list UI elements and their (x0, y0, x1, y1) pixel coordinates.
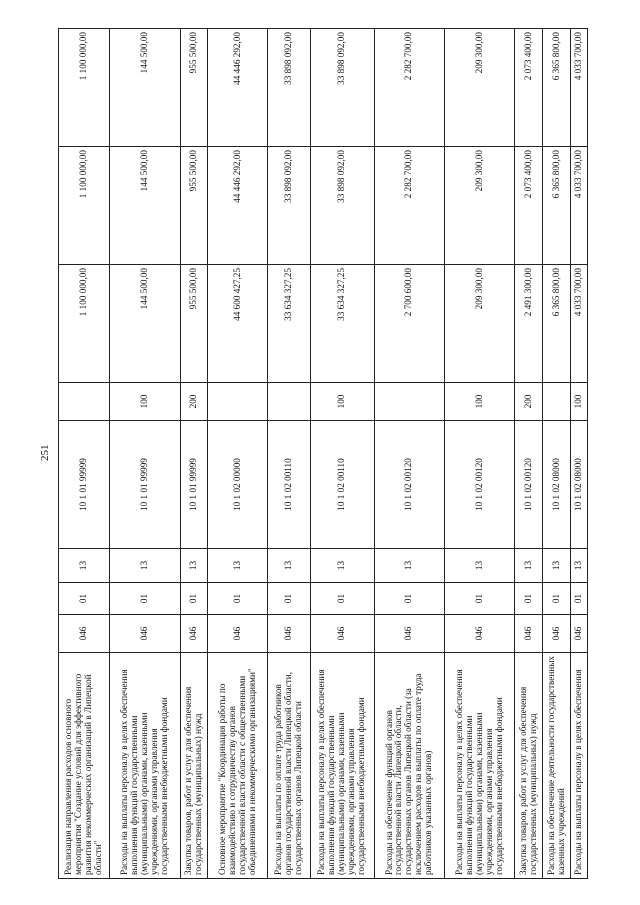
amount-year-2: 1 100 000,00 (59, 147, 110, 265)
section-code: 01 (59, 583, 110, 615)
subsection-code: 13 (59, 549, 110, 583)
table-row (59, 29, 110, 879)
row-description: Закупка товаров, работ и услуг для обеспечения государственных (муниципальных) нужд (180, 653, 208, 879)
amount-year-1: 955 500,00 (180, 265, 208, 383)
budget-table (58, 28, 588, 879)
subsection-code: 13 (208, 549, 268, 583)
table-row (445, 29, 515, 879)
amount-year-3: 33 898 092,00 (268, 29, 311, 147)
table-row (180, 29, 208, 879)
amount-year-3: 209 300,00 (445, 29, 515, 147)
subsection-code: 13 (110, 549, 180, 583)
section-code: 01 (180, 583, 208, 615)
admin-code: 046 (208, 615, 268, 653)
amount-year-2: 33 898 092,00 (310, 147, 374, 265)
section-code: 01 (208, 583, 268, 615)
amount-year-2: 955 500,00 (180, 147, 208, 265)
section-code: 01 (374, 583, 444, 615)
table-row (374, 29, 444, 879)
expense-type-code (543, 383, 571, 421)
amount-year-2: 144 500,00 (110, 147, 180, 265)
subsection-code: 13 (180, 549, 208, 583)
target-article-code: 10 1 02 08000 (543, 421, 571, 549)
target-article-code: 10 1 01 99999 (110, 421, 180, 549)
subsection-code: 13 (374, 549, 444, 583)
subsection-code: 13 (570, 549, 587, 583)
amount-year-3: 2 282 700,00 (374, 29, 444, 147)
budget-table-body (59, 29, 588, 879)
row-description: Расходы на обеспечение функций органов государственной власти Липецкой области, государственных органов Липецкой области (за исключением расходов на выплаты по оплате труда работников указанных органов) (374, 653, 444, 879)
amount-year-3: 33 898 092,00 (310, 29, 374, 147)
admin-code: 046 (59, 615, 110, 653)
amount-year-3: 1 100 000,00 (59, 29, 110, 147)
target-article-code: 10 1 02 08000 (570, 421, 587, 549)
amount-year-2: 2 073 400,00 (515, 147, 543, 265)
amount-year-1: 44 600 427,25 (208, 265, 268, 383)
section-code: 01 (268, 583, 311, 615)
row-description: Основное мероприятие "Координация работы по взаимодействию и сотрудничеству органов государственной власти области с общественными объединениями и некоммерческими организациями" (208, 653, 268, 879)
amount-year-3: 955 500,00 (180, 29, 208, 147)
target-article-code: 10 1 02 00110 (310, 421, 374, 549)
expense-type-code: 100 (445, 383, 515, 421)
amount-year-1: 33 634 327,25 (268, 265, 311, 383)
section-code: 01 (570, 583, 587, 615)
amount-year-3: 6 365 800,00 (543, 29, 571, 147)
section-code: 01 (310, 583, 374, 615)
admin-code: 046 (268, 615, 311, 653)
amount-year-1: 33 634 327,25 (310, 265, 374, 383)
amount-year-2: 209 300,00 (445, 147, 515, 265)
amount-year-3: 2 073 400,00 (515, 29, 543, 147)
target-article-code: 10 1 02 00120 (374, 421, 444, 549)
amount-year-1: 2 700 600,00 (374, 265, 444, 383)
expense-type-code (208, 383, 268, 421)
row-description: Расходы на выплаты персоналу в целях обеспечения выполнения функций государственными (муниципальными) органами, казенными учреждениями, органами управления государственными внебюджетными фондами (110, 653, 180, 879)
row-description: Реализация направления расходов основного мероприятия "Создание условий для эффективного развития некоммерческих организаций в Липецкой области" (59, 653, 110, 879)
target-article-code: 10 1 01 99999 (180, 421, 208, 549)
row-description: Расходы на выплаты персоналу в целях обеспечения выполнения функций государственными (муниципальными) органами, казенными учреждениями, органами управления государственными внебюджетными фондами (310, 653, 374, 879)
amount-year-1: 2 491 300,00 (515, 265, 543, 383)
amount-year-3: 4 033 700,00 (570, 29, 587, 147)
table-row (515, 29, 543, 879)
amount-year-2: 33 898 092,00 (268, 147, 311, 265)
subsection-code: 13 (515, 549, 543, 583)
target-article-code: 10 1 01 99999 (59, 421, 110, 549)
amount-year-2: 44 446 292,00 (208, 147, 268, 265)
table-row (543, 29, 571, 879)
expense-type-code: 200 (180, 383, 208, 421)
admin-code: 046 (570, 615, 587, 653)
subsection-code: 13 (268, 549, 311, 583)
row-description: Закупка товаров, работ и услуг для обеспечения государственных (муниципальных) нужд (515, 653, 543, 879)
amount-year-2: 2 282 700,00 (374, 147, 444, 265)
expense-type-code (59, 383, 110, 421)
amount-year-1: 209 300,00 (445, 265, 515, 383)
expense-type-code: 200 (515, 383, 543, 421)
amount-year-2: 6 365 800,00 (543, 147, 571, 265)
section-code: 01 (445, 583, 515, 615)
table-row (268, 29, 311, 879)
expense-type-code: 100 (570, 383, 587, 421)
amount-year-1: 4 033 700,00 (570, 265, 587, 383)
subsection-code: 13 (310, 549, 374, 583)
expense-type-code (374, 383, 444, 421)
row-description: Расходы на выплаты по оплате труда работников органов государственной власти Липецкой области, государственных органов Липецкой области (268, 653, 311, 879)
section-code: 01 (543, 583, 571, 615)
admin-code: 046 (543, 615, 571, 653)
target-article-code: 10 1 02 00000 (208, 421, 268, 549)
section-code: 01 (515, 583, 543, 615)
section-code: 01 (110, 583, 180, 615)
row-description: Расходы на выплаты персоналу в целях обеспечения выполнения функций государственными (муниципальными) органами, казенными учреждениями, органами управления государственными внебюджетными фондами (445, 653, 515, 879)
table-row (310, 29, 374, 879)
subsection-code: 13 (445, 549, 515, 583)
table-row (570, 29, 587, 879)
admin-code: 046 (445, 615, 515, 653)
subsection-code: 13 (543, 549, 571, 583)
target-article-code: 10 1 02 00120 (445, 421, 515, 549)
page-number-text: 251 (39, 444, 51, 461)
amount-year-3: 44 446 292,00 (208, 29, 268, 147)
expense-type-code (268, 383, 311, 421)
amount-year-1: 1 100 000,00 (59, 265, 110, 383)
admin-code: 046 (515, 615, 543, 653)
expense-type-code: 100 (310, 383, 374, 421)
admin-code: 046 (374, 615, 444, 653)
row-description: Расходы на выплаты персоналу в целях обеспечения (570, 653, 587, 879)
table-row (110, 29, 180, 879)
admin-code: 046 (110, 615, 180, 653)
target-article-code: 10 1 02 00120 (515, 421, 543, 549)
admin-code: 046 (180, 615, 208, 653)
amount-year-1: 144 500,00 (110, 265, 180, 383)
amount-year-3: 144 500,00 (110, 29, 180, 147)
amount-year-1: 6 365 800,00 (543, 265, 571, 383)
target-article-code: 10 1 02 00110 (268, 421, 311, 549)
admin-code: 046 (310, 615, 374, 653)
expense-type-code: 100 (110, 383, 180, 421)
budget-table-rotated (58, 29, 588, 879)
table-row (208, 29, 268, 879)
row-description: Расходы на обеспечение деятельности государственных казенных учреждений (543, 653, 571, 879)
amount-year-2: 4 033 700,00 (570, 147, 587, 265)
